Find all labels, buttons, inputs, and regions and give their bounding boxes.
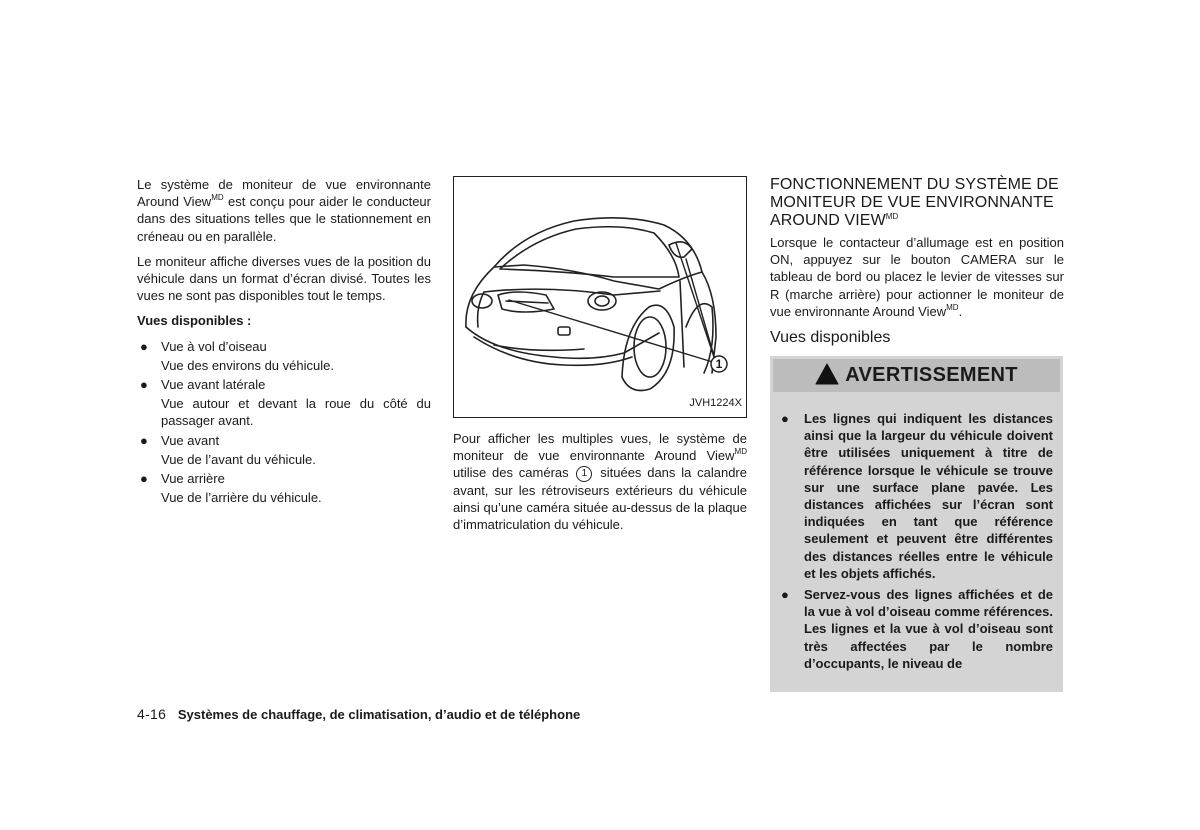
callout-1-icon: 1 bbox=[576, 466, 592, 482]
bullet-icon: ● bbox=[781, 587, 789, 603]
intro-paragraph: Le système de moniteur de vue environnante Around View$^{MD}$ est conçu pour aider le conducteur dans des situations telles que le stationnement en créneau ou en parallèle. bbox=[137, 177, 431, 244]
bullet-icon: ● bbox=[140, 432, 148, 448]
list-item bbox=[137, 338, 431, 374]
list-item bbox=[137, 432, 431, 468]
camera-paragraph: Pour afficher les multiples vues, le système de moniteur de vue environnante Around View$^{MD}$ utilise des caméras 1 situées dans la calandre avant, sur les rétroviseurs extérieurs du véhicule ainsi qu’une caméra située au-dessus de la plaque d’immatriculation du véhicule. bbox=[453, 431, 747, 533]
warning-title: AVERTISSEMENT bbox=[845, 364, 1018, 387]
list-item bbox=[137, 470, 431, 506]
list-item: ● Servez-vous des lignes affichées et de la vue à vol d’oiseau comme références. Les lignes et la vue à vol d’oiseau sont très affectées par le nombre d’occupants, le niveau de bbox=[781, 587, 1053, 671]
warning-triangle-icon bbox=[815, 363, 839, 385]
warning-header bbox=[773, 359, 1060, 392]
section-title: Systèmes de chauffage, de climatisation, d’audio et de téléphone bbox=[177, 707, 581, 722]
car-camera-figure bbox=[453, 176, 747, 418]
display-paragraph: Le moniteur affiche diverses vues de la position du véhicule dans un format d’écran divisé. Toutes les vues ne sont pas disponibles tout le temps. bbox=[137, 253, 431, 304]
views-heading: Vues disponibles : bbox=[137, 313, 252, 329]
item-description: Vue de l’avant du véhicule. bbox=[161, 451, 316, 467]
item-description: Vue autour et devant la roue du côté du passager avant. bbox=[161, 396, 431, 429]
item-description: Vue des environs du véhicule. bbox=[161, 357, 334, 373]
figure-code: JVH1224X bbox=[689, 396, 742, 409]
warning-body bbox=[778, 410, 1053, 676]
item-title: Vue avant latérale bbox=[161, 377, 266, 393]
bullet-icon: ● bbox=[781, 411, 789, 427]
warning-box bbox=[770, 356, 1063, 692]
item-title: Vue avant bbox=[161, 432, 220, 448]
views-list bbox=[137, 338, 431, 507]
car-illustration bbox=[454, 177, 746, 417]
bullet-icon: ● bbox=[140, 471, 148, 487]
operation-paragraph: Lorsque le contacteur d’allumage est en position ON, appuyez sur le bouton CAMERA sur le tableau de bord ou placez le levier de vitesses sur R (marche arrière) pour actionner le moniteur de vue environnante Around View$^{MD}$. bbox=[770, 235, 1064, 319]
list-item bbox=[137, 376, 431, 430]
list-item: ● Les lignes qui indiquent les distances ainsi que la largeur du véhicule doivent être utilisées uniquement à titre de référence lorsque le véhicule se trouve sur une surface plane pavée. Les distances affichées sur l’écran sont indiquées en tant que référence seulement et peuvent être différentes des distances réelles entre le véhicule et les objets affichés. bbox=[781, 411, 1053, 581]
item-title: Vue à vol d’oiseau bbox=[161, 338, 267, 354]
item-description: Vue de l’arrière du véhicule. bbox=[161, 490, 322, 506]
column-left bbox=[137, 176, 431, 508]
section-heading: FONCTIONNEMENT DU SYSTÈME DE MONITEUR DE VUE ENVIRONNANTE AROUND $VIEW^{MD}$ bbox=[770, 176, 1059, 229]
subsection-heading: Vues disponibles bbox=[770, 329, 891, 347]
column-right bbox=[770, 176, 1064, 692]
column-middle bbox=[453, 176, 747, 542]
callout-number: 1 bbox=[715, 357, 723, 371]
page-number: 4-16 bbox=[137, 706, 167, 722]
bullet-icon: ● bbox=[140, 338, 148, 354]
bullet-icon: ● bbox=[140, 377, 148, 393]
item-title: Vue arrière bbox=[161, 471, 225, 487]
page-footer bbox=[137, 706, 580, 722]
